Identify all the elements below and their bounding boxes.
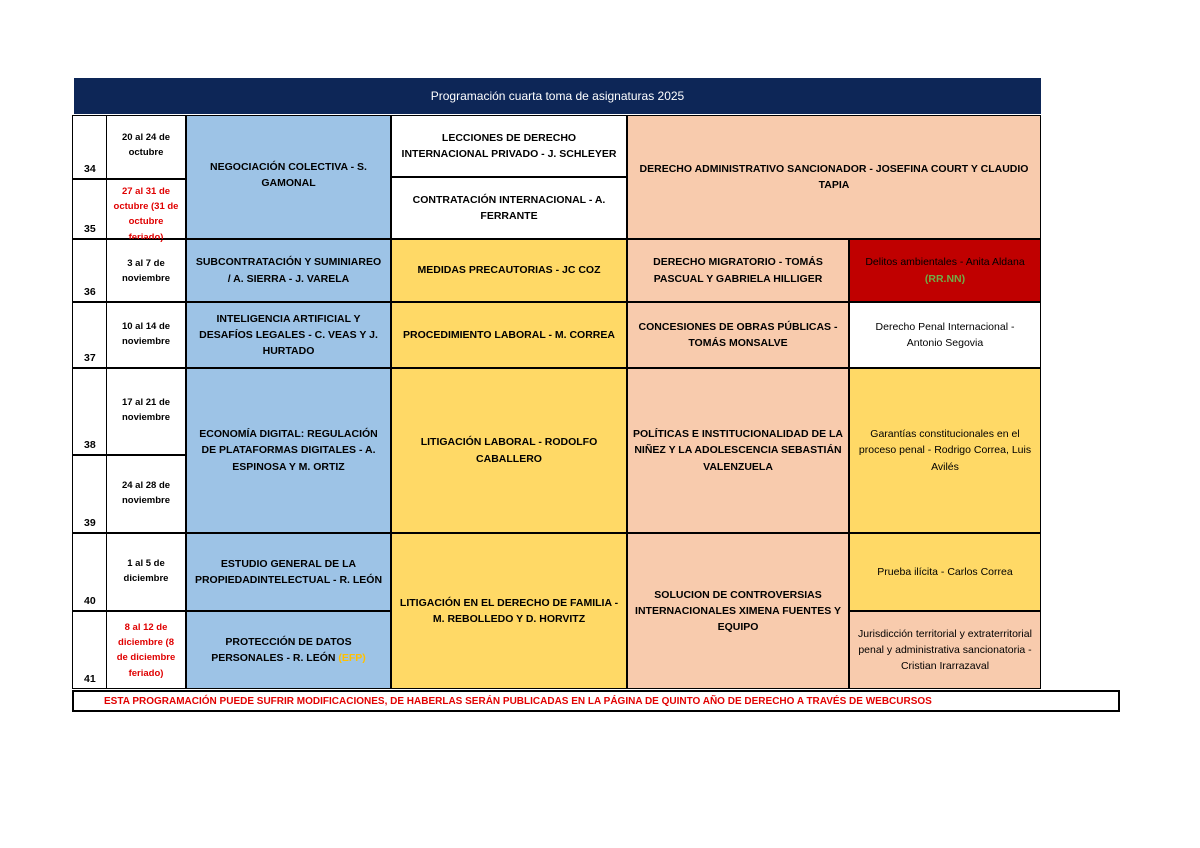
- course-cell: LITIGACIÓN EN EL DERECHO DE FAMILIA - M. REBOLLEDO Y D. HORVITZ: [391, 533, 627, 689]
- course-cell: Jurisdicción territorial y extraterritorial penal y administrativa sancionatoria - Cristian Irarrazaval: [849, 611, 1041, 689]
- course-cell: SOLUCION DE CONTROVERSIAS INTERNACIONALES XIMENA FUENTES Y EQUIPO: [627, 533, 849, 689]
- course-text: PROTECCIÓN DE DATOS PERSONALES - R. LEÓN: [211, 635, 352, 664]
- course-cell: POLÍTICAS E INSTITUCIONALIDAD DE LA NIÑEZ Y LA ADOLESCENCIA SEBASTIÁN VALENZUELA: [627, 368, 849, 533]
- week-dates: 20 al 24 de octubre: [106, 115, 186, 179]
- course-text: Delitos ambientales - Anita Aldana: [865, 256, 1025, 269]
- week-number: 40: [72, 533, 106, 611]
- course-cell: DERECHO ADMINISTRATIVO SANCIONADOR - JOSEFINA COURT Y CLAUDIO TAPIA: [627, 115, 1041, 239]
- course-cell: ECONOMÍA DIGITAL: REGULACIÓN DE PLATAFORMAS DIGITALES - A. ESPINOSA Y M. ORTIZ: [186, 368, 391, 533]
- course-cell: PROCEDIMIENTO LABORAL - M. CORREA: [391, 302, 627, 368]
- week-dates: 3 al 7 de noviembre: [106, 239, 186, 302]
- week-number: 36: [72, 239, 106, 302]
- course-cell: Derecho Penal Internacional - Antonio Segovia: [849, 302, 1041, 368]
- week-number: 41: [72, 611, 106, 689]
- course-cell: Garantías constitucionales en el proceso penal - Rodrigo Correa, Luis Avilés: [849, 368, 1041, 533]
- course-cell: NEGOCIACIÓN COLECTIVA - S. GAMONAL: [186, 115, 391, 239]
- course-cell: [186, 611, 391, 689]
- course-cell: DERECHO MIGRATORIO - TOMÁS PASCUAL Y GABRIELA HILLIGER: [627, 239, 849, 302]
- course-cell: CONTRATACIÓN INTERNACIONAL - A. FERRANTE: [391, 177, 627, 239]
- week-number: 39: [72, 455, 106, 533]
- course-cell: CONCESIONES DE OBRAS PÚBLICAS - TOMÁS MONSALVE: [627, 302, 849, 368]
- week-dates: 24 al 28 de noviembre: [106, 455, 186, 533]
- course-cell: Prueba ilícita - Carlos Correa: [849, 533, 1041, 611]
- course-cell: ESTUDIO GENERAL DE LA PROPIEDADINTELECTUAL - R. LEÓN: [186, 533, 391, 611]
- week-number: 35: [72, 179, 106, 239]
- week-dates: 17 al 21 de noviembre: [106, 368, 186, 455]
- course-cell: SUBCONTRATACIÓN Y SUMINIAREO / A. SIERRA - J. VARELA: [186, 239, 391, 302]
- week-dates: 10 al 14 de noviembre: [106, 302, 186, 368]
- week-number: 34: [72, 115, 106, 179]
- course-cell: MEDIDAS PRECAUTORIAS - JC COZ: [391, 239, 627, 302]
- week-dates: 8 al 12 de diciembre (8 de diciembre feriado): [106, 611, 186, 689]
- page-title: Programación cuarta toma de asignaturas 2025: [74, 78, 1041, 114]
- week-dates: 27 al 31 de octubre (31 de octubre feriado): [106, 179, 186, 239]
- course-tag: (EFP): [338, 652, 366, 664]
- footer-note: ESTA PROGRAMACIÓN PUEDE SUFRIR MODIFICACIONES, DE HABERLAS SERÁN PUBLICADAS EN LA PÁGINA DE QUINTO AÑO DE DERECHO A TRAVÉS DE WEBCURSOS: [72, 690, 1120, 712]
- week-number: 37: [72, 302, 106, 368]
- week-dates: 1 al 5 de diciembre: [106, 533, 186, 611]
- course-cell: [849, 239, 1041, 302]
- week-number: 38: [72, 368, 106, 455]
- course-cell: LITIGACIÓN LABORAL - RODOLFO CABALLERO: [391, 368, 627, 533]
- course-tag: (RR.NN): [924, 272, 966, 285]
- course-cell: LECCIONES DE DERECHO INTERNACIONAL PRIVADO - J. SCHLEYER: [391, 115, 627, 177]
- course-cell: INTELIGENCIA ARTIFICIAL Y DESAFÍOS LEGALES - C. VEAS Y J. HURTADO: [186, 302, 391, 368]
